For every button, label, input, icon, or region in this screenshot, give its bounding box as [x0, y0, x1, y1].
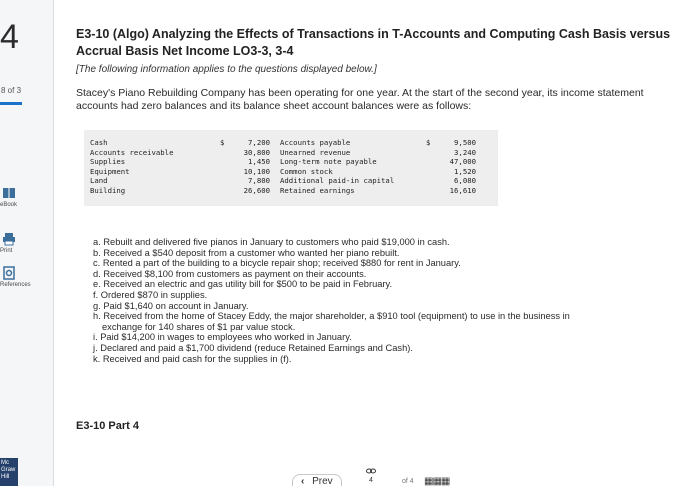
references-label: References — [0, 282, 31, 288]
references-icon — [2, 266, 16, 280]
transaction-item: i. Paid $14,200 in wages to employees who worked in January. — [93, 332, 352, 343]
balance-label: Long-term note payable — [280, 157, 377, 166]
question-title — [76, 26, 676, 60]
intro-paragraph: Stacey's Piano Rebuilding Company has been operating for one year. At the start of the second year, its income statement accounts had zero balances and its balance sheet account balances were as follows: — [76, 87, 644, 112]
title-line-1: E3-10 (Algo) Analyzing the Effects of Transactions in T-Accounts and Computing Cash Basis versus — [76, 27, 671, 41]
chevron-left-icon: ‹ — [301, 476, 305, 486]
balance-value: 1,520 — [454, 166, 476, 176]
transaction-item: d. Received $8,100 from customers as payment on their accounts. — [93, 268, 367, 279]
question-progress: 8 of 3 — [1, 86, 22, 95]
page-indicator[interactable] — [364, 468, 378, 485]
transaction-item: c. Rented a part of the building to a bicycle repair shop; received $880 for rent in January. — [93, 258, 461, 269]
balance-value: 9,500 — [454, 138, 476, 147]
liability-currency — [426, 138, 436, 148]
balance-label: Unearned revenue — [280, 147, 351, 157]
asset-values — [230, 138, 270, 195]
info-note: [The following information applies to the questions displayed below.] — [76, 64, 377, 75]
print-label: Print — [0, 248, 13, 254]
asset-labels — [90, 138, 190, 195]
page-total: of 4 — [402, 478, 414, 485]
bottom-navigation — [0, 464, 700, 486]
current-page: 4 — [369, 477, 373, 484]
balance-table — [84, 130, 498, 206]
balance-value: 1,450 — [248, 157, 270, 166]
balance-label: Cash — [90, 138, 108, 147]
balance-value: 26,600 — [243, 185, 270, 195]
balance-value: 47,000 — [449, 157, 476, 166]
book-icon — [2, 186, 16, 200]
balance-value: 30,800 — [243, 147, 270, 157]
balance-label: Retained earnings — [280, 185, 355, 195]
ebook-link[interactable] — [0, 186, 40, 208]
transaction-list — [93, 237, 653, 364]
references-link[interactable] — [0, 266, 40, 288]
progress-indicator — [0, 102, 22, 105]
balance-value: 6,080 — [454, 176, 476, 185]
balance-value: 10,100 — [243, 166, 270, 176]
balance-value: 3,240 — [454, 147, 476, 157]
balance-label: Equipment — [90, 166, 130, 176]
transaction-item-continued: exchange for 140 shares of $1 par value stock. — [102, 321, 296, 332]
prev-label: Prev — [312, 476, 333, 486]
transaction-item: j. Declared and paid a $1,700 dividend (reduce Retained Earnings and Cash). — [93, 342, 413, 353]
currency-symbol: $ — [220, 138, 225, 147]
print-link[interactable] — [0, 232, 40, 254]
transaction-item: g. Paid $1,640 on account in January. — [93, 300, 249, 311]
left-sidebar — [0, 0, 54, 486]
prev-button[interactable] — [292, 474, 342, 486]
transaction-item: k. Received and paid cash for the supplies in (f). — [93, 353, 292, 364]
publisher-logo: Mc Graw Hill — [0, 458, 18, 486]
balance-value: 7,800 — [248, 176, 270, 185]
balance-label: Supplies — [90, 157, 126, 166]
link-icon — [366, 468, 376, 474]
asset-currency — [220, 138, 230, 148]
ebook-label: eBook — [0, 202, 18, 208]
transaction-item: h. Received from the home of Stacey Eddy, the major shareholder, a $910 tool (equipment) to use in the business in — [93, 311, 570, 322]
balance-label: Accounts payable — [280, 138, 351, 147]
balance-label: Common stock — [280, 166, 333, 176]
balance-label: Additional paid-in capital — [280, 176, 395, 185]
transaction-item: e. Received an electric and gas utility bill for $500 to be paid in February. — [93, 279, 393, 290]
currency-symbol: $ — [426, 138, 431, 147]
title-line-2: Accrual Basis Net Income LO3-3, 3-4 — [76, 44, 294, 58]
transaction-item: f. Ordered $870 in supplies. — [93, 289, 208, 300]
balance-label: Accounts receivable — [90, 147, 174, 157]
balance-value: 16,610 — [449, 185, 476, 195]
balance-label: Land — [90, 176, 108, 185]
part-heading: E3-10 Part 4 — [76, 420, 139, 432]
balance-value: 7,200 — [248, 138, 270, 147]
print-icon — [2, 232, 16, 246]
liability-values — [436, 138, 476, 195]
liability-labels — [280, 138, 430, 195]
transaction-item: b. Received a $540 deposit from a customer who wanted her piano rebuilt. — [93, 247, 400, 258]
transaction-item: a. Rebuilt and delivered five pianos in January to customers who paid $19,000 in cash. — [93, 237, 450, 247]
balance-label: Building — [90, 185, 126, 195]
question-number: 4 — [0, 18, 19, 56]
grid-icon[interactable]: ▦▦▦ — [424, 476, 450, 486]
